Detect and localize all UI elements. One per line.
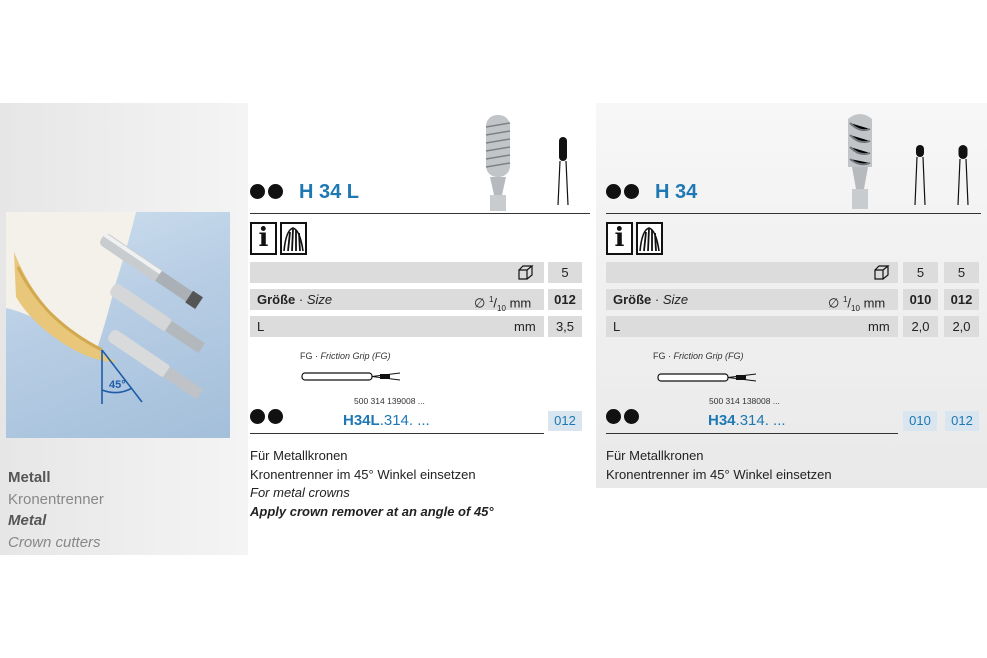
grit-dot-icon bbox=[268, 184, 283, 199]
product-panel-h34l bbox=[250, 103, 590, 533]
length-label: L bbox=[613, 319, 621, 334]
length-row bbox=[250, 316, 544, 337]
size-row bbox=[250, 289, 544, 313]
product-photo bbox=[6, 212, 230, 438]
shank-label: FG · Friction Grip (FG) bbox=[653, 351, 744, 361]
size-unit: ∅ $^1/_{10}$ mm bbox=[828, 295, 886, 313]
model-name: H 34 bbox=[655, 181, 698, 203]
order-row bbox=[606, 408, 642, 428]
angle-label: 45° bbox=[109, 379, 126, 391]
grit-dot-icon bbox=[250, 409, 265, 424]
description-en-line: Apply crown remover at an angle of 45° bbox=[250, 503, 494, 519]
grit-dot-icon bbox=[606, 184, 621, 199]
info-icon[interactable]: i bbox=[606, 222, 633, 255]
length-unit: mm bbox=[868, 319, 890, 334]
speed-chart-icon[interactable] bbox=[636, 222, 663, 255]
length-value: 2,0 bbox=[944, 316, 979, 337]
category-subtitle-de: Kronentrenner bbox=[8, 490, 104, 508]
grit-dot-icon bbox=[268, 409, 283, 424]
order-size-chip[interactable]: 012 bbox=[548, 411, 582, 431]
speed-chart-icon[interactable] bbox=[280, 222, 307, 255]
model-name: H 34 L bbox=[299, 181, 360, 203]
size-label: Größe · Size bbox=[257, 292, 333, 307]
grit-dot-icon bbox=[624, 409, 639, 424]
bur-silhouette bbox=[554, 137, 572, 207]
length-row bbox=[606, 316, 898, 337]
shank-illustration bbox=[656, 372, 760, 384]
size-label: Größe · Size bbox=[613, 292, 689, 307]
size-unit: ∅ $^1/_{10}$ mm bbox=[474, 295, 532, 313]
size-value: 010 bbox=[903, 289, 938, 310]
package-icon bbox=[518, 265, 534, 280]
category-captions bbox=[8, 467, 104, 553]
header-divider bbox=[606, 213, 981, 214]
packaging-qty: 5 bbox=[903, 262, 938, 283]
size-value: 012 bbox=[944, 289, 979, 310]
description-de-line: Kronentrenner im 45° Winkel einsetzen bbox=[606, 466, 832, 482]
packaging-row bbox=[606, 262, 898, 283]
bur-illustration bbox=[840, 111, 880, 211]
length-value: 2,0 bbox=[903, 316, 938, 337]
category-title-de: Metall bbox=[8, 469, 51, 486]
order-divider bbox=[250, 433, 544, 434]
grit-dot-icon bbox=[606, 409, 621, 424]
bur-silhouette bbox=[955, 143, 971, 207]
description-de-line: Für Metallkronen bbox=[250, 448, 348, 463]
bur-silhouette bbox=[912, 143, 928, 207]
article-number: 500 314 139008 ... bbox=[354, 396, 425, 406]
size-value: 012 bbox=[548, 289, 582, 310]
packaging-qty: 5 bbox=[944, 262, 979, 283]
description-de-line: Kronentrenner im 45° Winkel einsetzen bbox=[250, 466, 476, 482]
order-code[interactable]: H34L.314. ... bbox=[343, 412, 430, 429]
header-divider bbox=[250, 213, 590, 214]
description-en-line: For metal crowns bbox=[250, 485, 350, 500]
package-icon bbox=[874, 265, 890, 280]
order-code[interactable]: H34.314. ... bbox=[708, 412, 786, 429]
product-panel-h34 bbox=[606, 103, 981, 533]
info-icon[interactable]: i bbox=[250, 222, 277, 255]
order-size-chip[interactable]: 010 bbox=[903, 411, 937, 431]
length-label: L bbox=[257, 319, 265, 334]
category-subtitle-en: Crown cutters bbox=[8, 533, 101, 551]
category-title-en: Metal bbox=[8, 512, 47, 529]
article-number: 500 314 138008 ... bbox=[709, 396, 780, 406]
packaging-row bbox=[250, 262, 544, 283]
product-header bbox=[250, 183, 286, 213]
bur-illustration bbox=[478, 113, 518, 213]
grit-dot-icon bbox=[250, 184, 265, 199]
product-description bbox=[250, 447, 494, 521]
length-value: 3,5 bbox=[548, 316, 582, 337]
order-divider bbox=[606, 433, 898, 434]
grit-dot-icon bbox=[624, 184, 639, 199]
packaging-qty: 5 bbox=[548, 262, 582, 283]
product-description bbox=[606, 447, 832, 484]
shank-label: FG · Friction Grip (FG) bbox=[300, 351, 391, 361]
shank-illustration bbox=[300, 371, 404, 383]
order-size-chip[interactable]: 012 bbox=[945, 411, 979, 431]
order-row bbox=[250, 408, 286, 428]
size-row bbox=[606, 289, 898, 313]
length-unit: mm bbox=[514, 319, 536, 334]
product-header bbox=[606, 183, 642, 213]
description-de-line: Für Metallkronen bbox=[606, 448, 704, 463]
